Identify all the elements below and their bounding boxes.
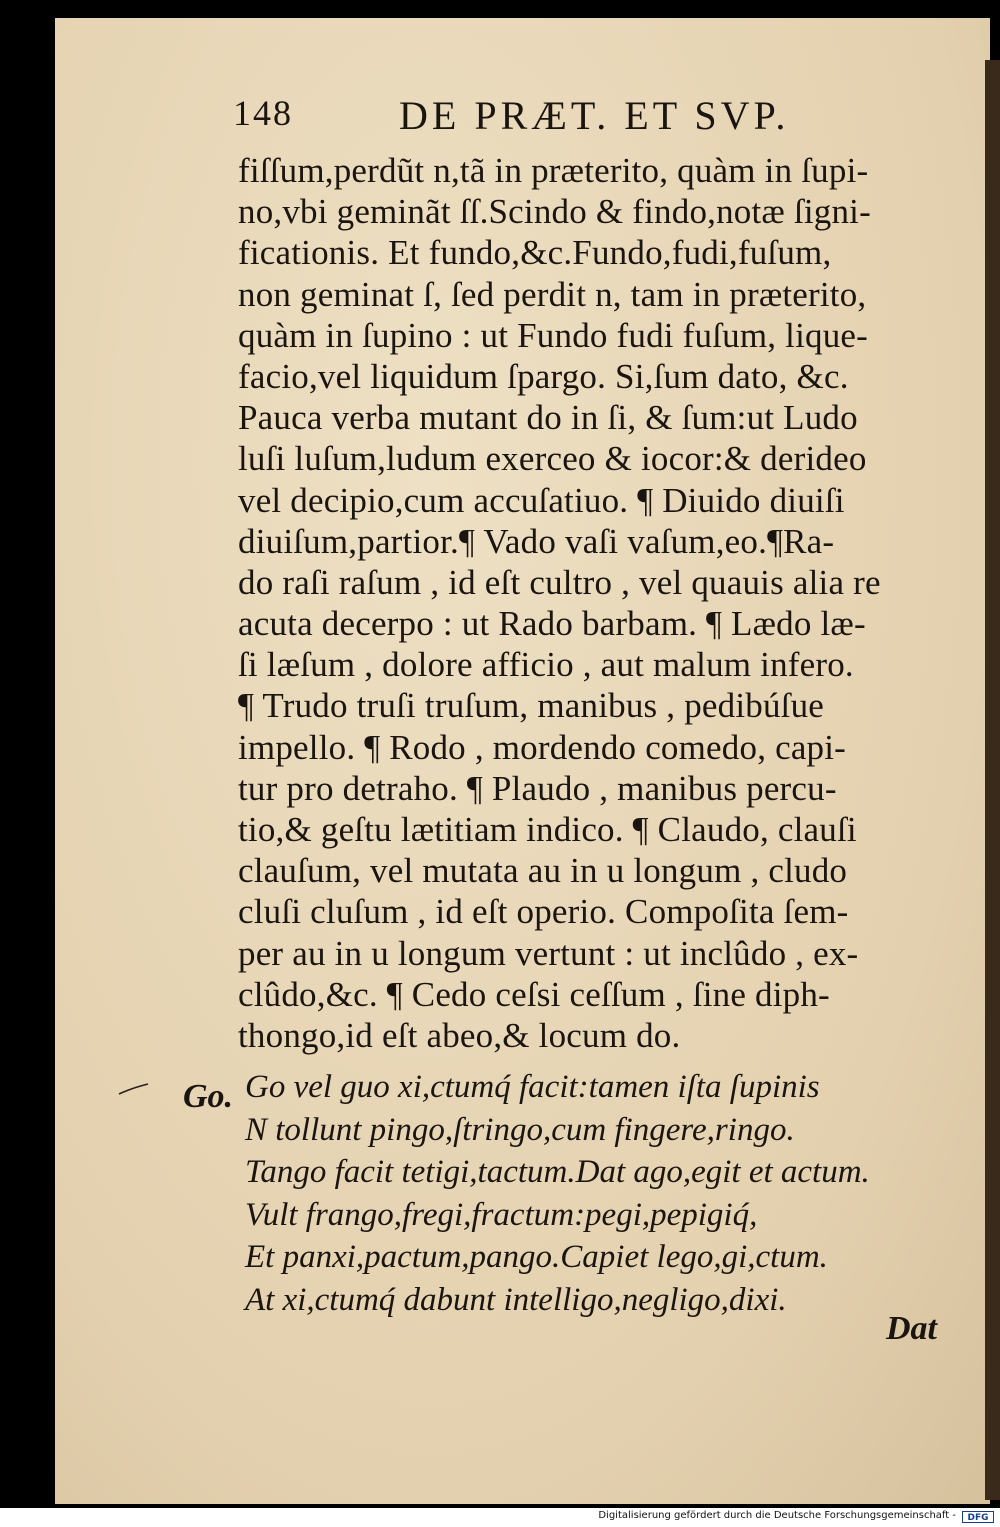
- verse-block: [245, 1066, 945, 1321]
- dfg-logo: DFG: [962, 1511, 994, 1523]
- text-line: Pauca verba mutant do in ſi, & ſum:ut Ludo: [238, 398, 858, 438]
- verse-line: Go vel guo xi,ctumq́ facit:tamen iſta ſupinis: [245, 1069, 820, 1105]
- text-line: no,vbi geminãt ſſ.Scindo & findo,notæ ſigni-: [238, 192, 871, 232]
- verse-line: At xi,ctumq́ dabunt intelligo,negligo,dixi.: [245, 1281, 787, 1318]
- text-line: facio,vel liquidum ſpargo. Si,ſum dato, &c.: [238, 356, 849, 396]
- text-line: ¶ Trudo truſi truſum, manibus , pedibúſue: [238, 686, 825, 726]
- text-line: cluſi cluſum , id eſt operio. Compoſita ſem-: [238, 892, 849, 932]
- text-line: ſi læſum , dolore afficio , aut malum infero.: [238, 645, 854, 685]
- verse-line: Vult frango,fregi,fractum:pegi,pepigiq́,: [245, 1196, 758, 1233]
- text-line: fiſſum,perdũt n,tã in præterito, quàm in ſupi-: [238, 151, 869, 190]
- text-line: acuta decerpo : ut Rado barbam. ¶ Lædo læ-: [238, 604, 866, 644]
- verse-line: Et panxi,pactum,pango.Capiet lego,gi,ctum.: [245, 1239, 828, 1275]
- text-line: tur pro detraho. ¶ Plaudo , manibus percu-: [238, 768, 837, 808]
- text-line: ficationis. Et fundo,&c.Fundo,fudi,fuſum,: [238, 233, 832, 273]
- verse-marker: Go.: [183, 1078, 234, 1115]
- text-line: clauſum, vel mutata au in u longum , cludo: [238, 851, 848, 891]
- running-title: DE PRÆT. ET SVP.: [399, 93, 790, 138]
- page-edge-shadow: [985, 60, 1000, 1500]
- text-line: luſi luſum,ludum exerceo & iocor:& derideo: [238, 439, 867, 479]
- marginal-pen-mark: [118, 1082, 150, 1096]
- text-line: clûdo,&c. ¶ Cedo ceſsi ceſſum , ſine diph-: [238, 974, 830, 1014]
- text-line: quàm in ſupino : ut Fundo fudi fuſum, lique-: [238, 315, 869, 355]
- text-line: thongo,id eſt abeo,& locum do.: [238, 1015, 681, 1055]
- text-line: do raſi raſum , id eſt cultro , vel quauis alia re: [238, 562, 881, 602]
- text-line: per au in u longum vertunt : ut inclûdo , ex-: [238, 933, 859, 973]
- footer-bar: [0, 1508, 1000, 1527]
- text-line: diuiſum,partior.¶ Vado vaſi vaſum,eo.¶Ra-: [238, 521, 835, 561]
- verse-line: N tollunt pingo,ſtringo,cum fingere,ringo.: [245, 1111, 795, 1148]
- running-head: [233, 92, 943, 142]
- text-line: non geminat ſ, ſed perdit n, tam in præterito,: [238, 274, 867, 314]
- text-line: tio,& geſtu lætitiam indico. ¶ Claudo, clauſi: [238, 810, 857, 849]
- text-line: impello. ¶ Rodo , mordendo comedo, capi-: [238, 727, 847, 767]
- funding-credit: Digitalisierung gefördert durch die Deutsche Forschungsgemeinschaft -: [598, 1510, 956, 1521]
- page-number: 148: [233, 93, 293, 133]
- catchword: Dat: [886, 1310, 937, 1347]
- body-text: [238, 150, 948, 1056]
- verse-line: Tango facit tetigi,tactum.Dat ago,egit et actum.: [245, 1154, 870, 1190]
- text-line: vel decipio,cum accuſatiuo. ¶ Diuido diuiſi: [238, 480, 845, 520]
